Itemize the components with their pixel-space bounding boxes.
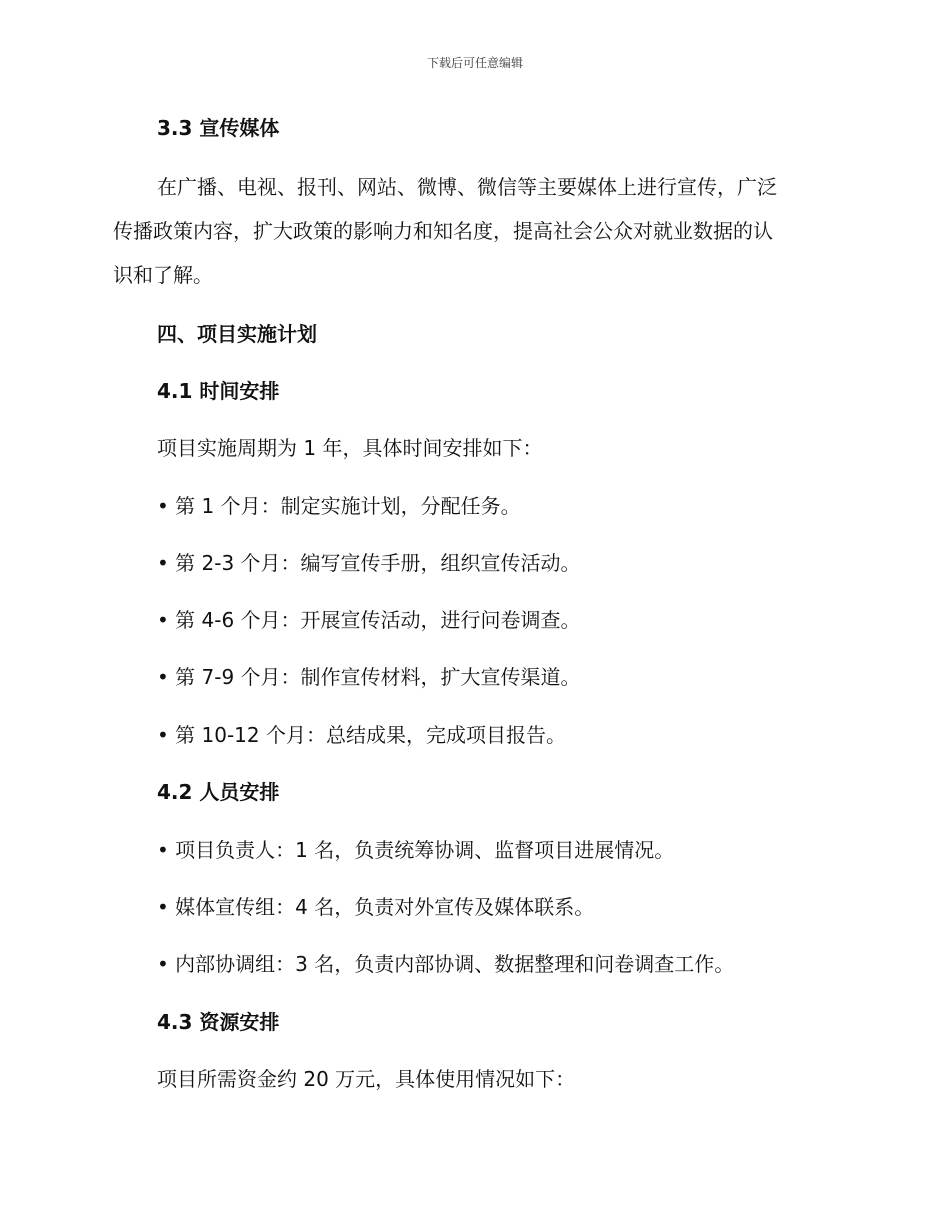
paragraph-line: 在广播、电视、报刊、网站、微博、微信等主要媒体上进行宣传，广泛 bbox=[157, 175, 777, 199]
section-4-1-title: 4.1 时间安排 bbox=[157, 379, 280, 403]
section-4-3-intro: 项目所需资金约 20 万元，具体使用情况如下： bbox=[157, 1067, 576, 1091]
list-item: • 内部协调组：3 名，负责内部协调、数据整理和问卷调查工作。 bbox=[157, 952, 735, 976]
section-4-title: 四、项目实施计划 bbox=[157, 322, 317, 346]
list-item: • 媒体宣传组：4 名，负责对外宣传及媒体联系。 bbox=[157, 895, 595, 919]
page-header: 下载后可任意编辑 bbox=[426, 56, 523, 70]
list-item: • 第 7-9 个月：制作宣传材料，扩大宣传渠道。 bbox=[157, 665, 581, 689]
section-4-2-title: 4.2 人员安排 bbox=[157, 780, 280, 804]
section-3-3-paragraph bbox=[113, 165, 833, 297]
paragraph-line: 识和了解。 bbox=[113, 263, 213, 287]
section-4-1-intro: 项目实施周期为 1 年，具体时间安排如下： bbox=[157, 436, 543, 460]
list-item: • 第 10-12 个月：总结成果，完成项目报告。 bbox=[157, 723, 566, 747]
paragraph-line: 传播政策内容，扩大政策的影响力和知名度，提高社会公众对就业数据的认 bbox=[113, 219, 773, 243]
list-item: • 项目负责人：1 名，负责统筹协调、监督项目进展情况。 bbox=[157, 838, 675, 862]
section-4-3-title: 4.3 资源安排 bbox=[157, 1010, 280, 1034]
list-item: • 第 1 个月：制定实施计划，分配任务。 bbox=[157, 494, 521, 518]
list-item: • 第 4-6 个月：开展宣传活动，进行问卷调查。 bbox=[157, 608, 581, 632]
section-3-3-title: 3.3 宣传媒体 bbox=[157, 116, 280, 140]
list-item: • 第 2-3 个月：编写宣传手册，组织宣传活动。 bbox=[157, 551, 581, 575]
